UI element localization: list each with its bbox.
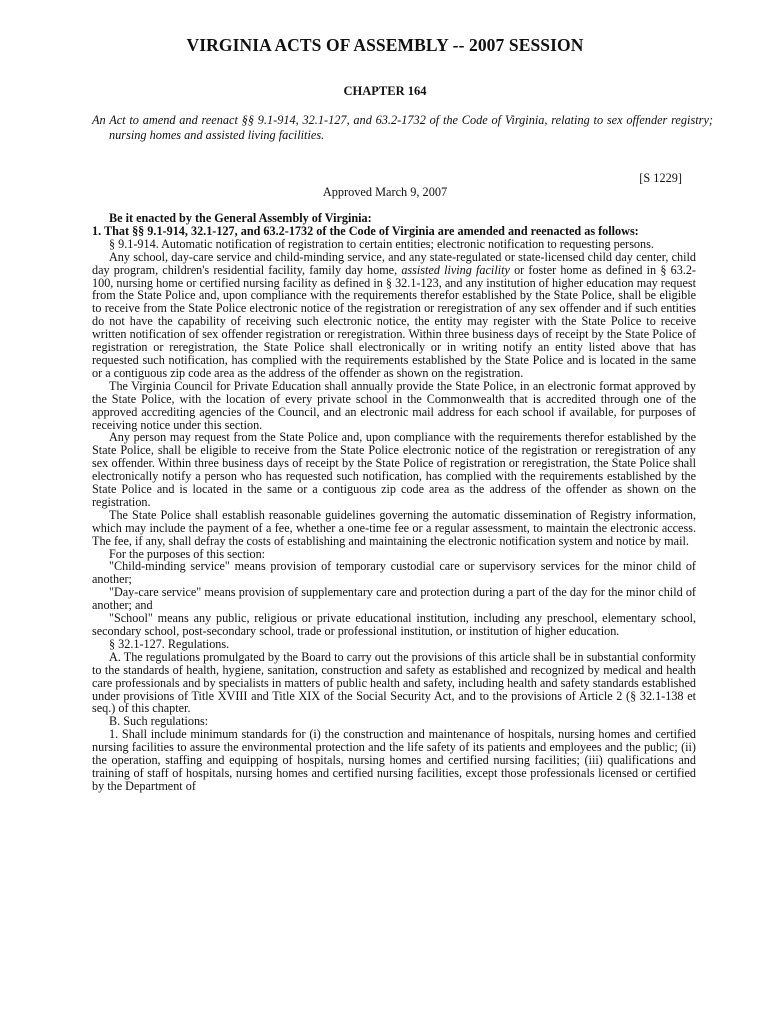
paragraph: 1. Shall include minimum standards for (i) the construction and maintenance of hospitals, nursing homes and certified nursing facilities to assure the environmental protection and the life safety of its patients and employees and the public; (ii) the operation, staffing and equipping of hospitals, nursing homes and certified nursing facilities; (iii) qualifications and training of staff of hospitals, nursing homes and certified nursing facilities, except those professionals licensed or certified by the Department of [92, 727, 696, 793]
chapter-number: CHAPTER 164 [343, 84, 427, 98]
section-1: 1. That §§ 9.1-914, 32.1-127, and 63.2-1732 of the Code of Virginia are amended and reenacted as follows: [92, 223, 639, 238]
paragraph [92, 251, 696, 380]
paragraph-text: or foster home as defined in § 63.2-100, nursing home or certified nursing facility as defined in § 32.1-123, and any institution of higher education may request from the State Police and, upon compliance with the requirements therefor established by the State Police, shall be eligible to receive from the State Police electronic notice of the registration or reregistration of any sex offender and if such entities do not have the capability of receiving such electronic notice, the entity may register with the State Police to receive written notification of sex offender registration or reregistration. Within three business days of receipt by the State Police of registration or reregistration, the State Police shall electronically or in writing notify an entity listed above that has requested such notification, has complied with the requirements established by the State Police and is located in the same or a contiguous zip code area as the address of the offender as shown on the registration. [92, 262, 696, 380]
paragraph: A. The regulations promulgated by the Board to carry out the provisions of this article shall be in substantial conformity to the standards of health, hygiene, sanitation, construction and safety as established and recognized by medical and health care professionals and by specialists in matters of public health and safety, including health and safety standards established under provisions of Title XVIII and Title XIX of the Social Security Act, and to the provisions of Article 2 (§ 32.1-138 et seq.) of this chapter. [92, 649, 696, 716]
paragraph: B. Such regulations: [109, 714, 209, 729]
paragraph: The State Police shall establish reasonable guidelines governing the automatic dissemination of Registry information, which may include the payment of a fee, whether a one-time fee or a regular assessment, to maintain the electronic access. The fee, if any, shall defray the costs of establishing and maintaining the electronic notification system and notice by mail. [92, 507, 696, 548]
inserted-text: assisted living facility [401, 262, 510, 277]
document-title: VIRGINIA ACTS OF ASSEMBLY -- 2007 SESSION [186, 35, 584, 55]
paragraph: For the purposes of this section: [109, 546, 266, 561]
definition: "Child-minding service" means provision of temporary custodial care or supervisory services for the minor child of another; [92, 559, 696, 587]
paragraph: Any person may request from the State Police and, upon compliance with the requirements therefor established by the State Police, shall be eligible to receive from the State Police electronic notice of the registration or reregistration of any sex offender. Within three business days of receipt by the State Police of registration or reregistration, the State Police shall electronically notify a person who has requested such notification, has complied with the requirements established by the State Police and is located in the same or a contiguous zip code area as the address of the offender as shown on the registration. [92, 430, 696, 509]
section-heading-32-1-127: § 32.1-127. Regulations. [109, 636, 230, 651]
paragraph: The Virginia Council for Private Education shall annually provide the State Police, in an electronic format approved by the State Police, with the location of every private school in the Commonwealth that is accredited through one of the approved accrediting agencies of the Council, and an electronic mail address for each school if available, for purposes of receiving notice under this section. [92, 378, 696, 432]
approval-date: Approved March 9, 2007 [322, 185, 448, 199]
section-heading-9-1-914: § 9.1-914. Automatic notification of registration to certain entities; electronic notification to requesting persons. [109, 236, 654, 251]
definition: "Day-care service" means provision of supplementary care and protection during a part of the day for the minor child of another; and [92, 585, 696, 613]
act-summary: An Act to amend and reenact §§ 9.1-914, 32.1-127, and 63.2-1732 of the Code of Virginia, relating to sex offender registry; nursing homes and assisted living facilities. [92, 113, 713, 143]
definition: "School" means any public, religious or private educational institution, including any preschool, elementary school, secondary school, post-secondary school, trade or professional institution, or institution of higher education. [92, 611, 696, 638]
bill-number: [S 1229] [639, 171, 682, 185]
enacting-clause: Be it enacted by the General Assembly of Virginia: [109, 211, 372, 225]
document-body [92, 212, 696, 793]
paragraph-text: Any school, day-care service and child-minding service, and any state-regulated or state-licensed child day center, child day program, children's residential facility, family day home, [92, 249, 696, 277]
